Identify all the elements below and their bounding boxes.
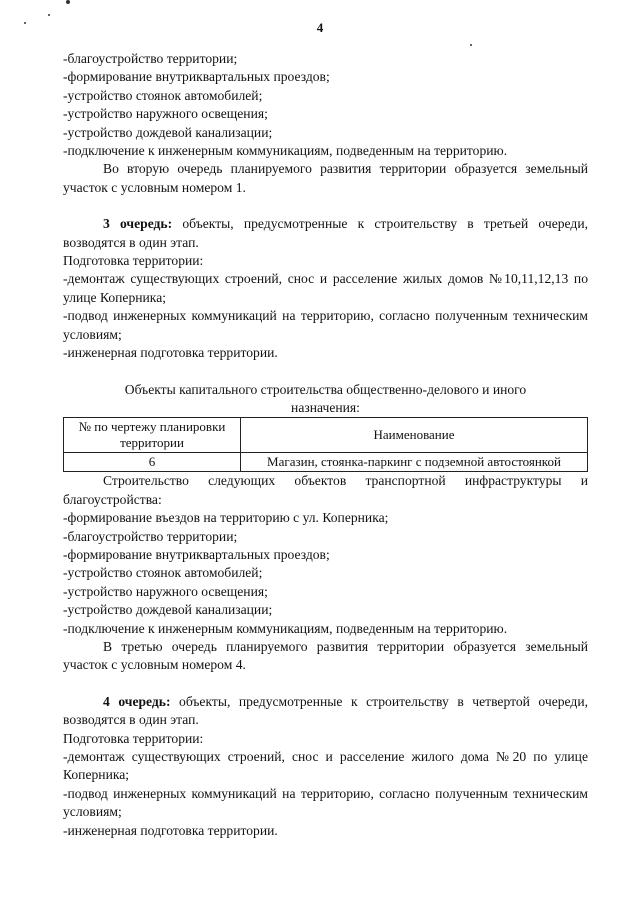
list-item: -демонтаж существующих строений, снос и расселение жилых домов №10,11,12,13 по улице Коперника;	[63, 271, 588, 305]
prep-label: Подготовка территории:	[63, 730, 204, 746]
stage4-intro-text: объекты, предусмотренные к строительству в четвертой очереди, возводятся в один этап.	[63, 693, 588, 728]
prep-label: Подготовка территории:	[63, 253, 204, 269]
list-item: -благоустройство территории;	[63, 51, 238, 66]
objects-table	[63, 417, 588, 472]
list-item: -устройство дождевой канализации;	[63, 124, 273, 140]
list-item: -инженерная подготовка территории.	[63, 822, 278, 838]
table-row	[64, 453, 588, 472]
list-item: -подвод инженерных коммуникаций на территорию, согласно полученным техническим условиям;	[63, 785, 588, 820]
list-item: -подключение к инженерным коммуникациям, подведенным на территорию.	[63, 620, 508, 636]
stage4-heading: 4 очередь:	[103, 693, 171, 709]
table-header-cell: № по чертежу планировки территории	[64, 418, 241, 453]
list-item: -инженерная подготовка территории.	[63, 345, 278, 361]
table-header-row	[64, 418, 588, 453]
list-item: -демонтаж существующих строений, снос и расселение жилого дома №20 по улице Коперника;	[63, 749, 588, 783]
list-item: -формирование въездов на территорию с ул. Коперника;	[63, 510, 389, 526]
list-item: -устройство стоянок автомобилей;	[63, 565, 263, 581]
stage3-intro-text: объекты, предусмотренные к строительству в третьей очереди, возводятся в один этап.	[63, 216, 588, 250]
table-caption: Объекты капитального строительства общественно-делового и иного назначения:	[124, 381, 527, 415]
list-item: -формирование внутриквартальных проездов;	[63, 546, 330, 562]
stage3-heading: 3 очередь:	[103, 216, 173, 232]
stage3-conclusion: В третью очередь планируемого развития территории образуется земельный участок с условным номером 4.	[63, 638, 588, 673]
scan-speck	[470, 44, 472, 46]
stage4-intro	[63, 693, 588, 730]
list-item: -подключение к инженерным коммуникациям, подведенным на территорию.	[63, 143, 508, 159]
infra-intro: Строительство следующих объектов транспортной инфраструктуры и благоустройства:	[63, 473, 588, 507]
table-cell: 6	[64, 453, 241, 472]
table-header-cell: Наименование	[241, 418, 588, 453]
scan-speck	[48, 14, 50, 16]
list-item: -подвод инженерных коммуникаций на территорию, согласно полученным техническим условиям;	[63, 308, 588, 342]
list-item: -устройство дождевой канализации;	[63, 602, 273, 618]
list-item: -благоустройство территории;	[63, 528, 238, 544]
list-item: -устройство стоянок автомобилей;	[63, 87, 263, 103]
list-item: -устройство наружного освещения;	[63, 583, 268, 599]
list-item: -устройство наружного освещения;	[63, 106, 268, 122]
table-cell: Магазин, стоянка-паркинг с подземной автостоянкой	[241, 453, 588, 472]
scan-speck	[66, 0, 70, 4]
page-number: 4	[316, 20, 324, 35]
list-item: -формирование внутриквартальных проездов;	[63, 69, 330, 85]
stage2-conclusion: Во вторую очередь планируемого развития территории образуется земельный участок с условным номером 1.	[63, 161, 588, 195]
document-body	[63, 50, 588, 840]
stage3-intro	[63, 215, 588, 252]
